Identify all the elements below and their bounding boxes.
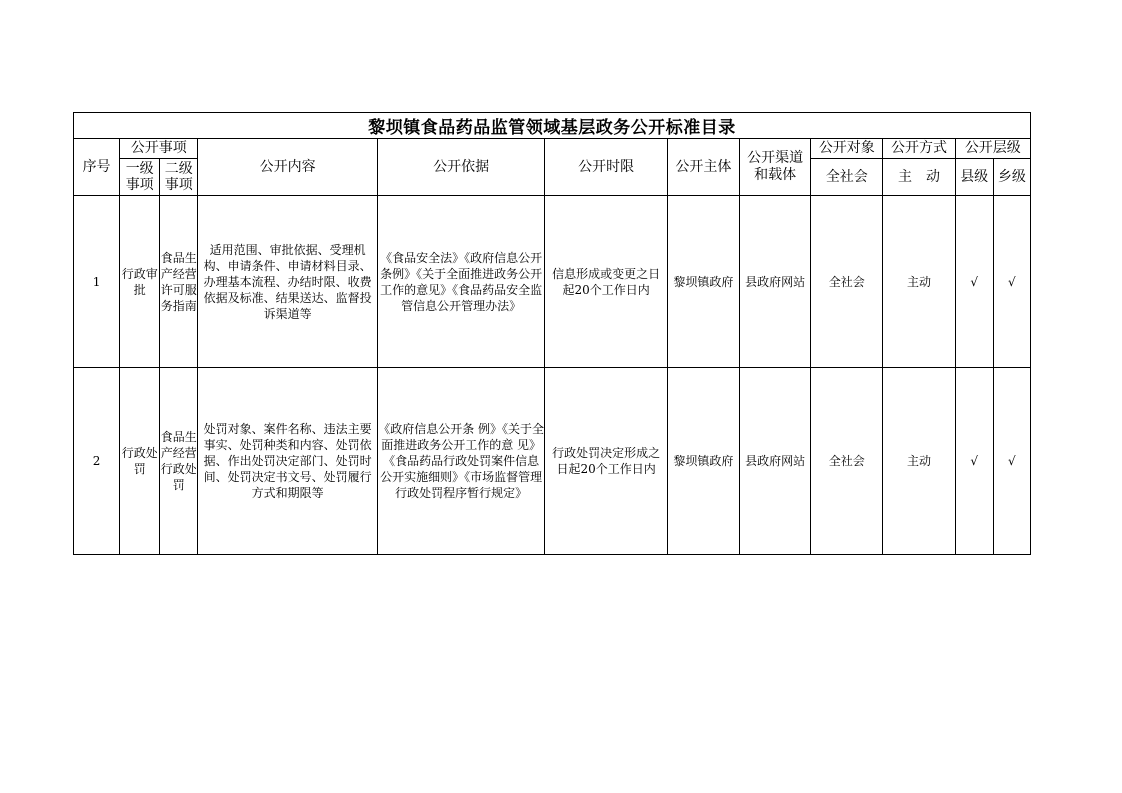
header-matter-group: 公开事项 <box>120 139 198 159</box>
row-channel: 县政府网站 <box>740 196 811 368</box>
header-basis: 公开依据 <box>377 139 545 196</box>
table-row <box>74 368 1031 555</box>
header-object-value: 全社会 <box>811 159 883 196</box>
table-row <box>74 196 1031 368</box>
header-time-limit: 公开时限 <box>545 139 667 196</box>
row-seq: 1 <box>74 196 120 368</box>
row-time-limit: 信息形成或变更之日起20个工作日内 <box>545 196 667 368</box>
row-subject: 黎坝镇政府 <box>667 196 739 368</box>
row-basis: 《政府信息公开条 例》《关于全面推进政务公开工作的意 见》《食品药品行政处罚案件信息公开实施细则》《市场监督管理行政处罚程序暂行规定》 <box>377 368 545 555</box>
row-basis: 《食品安全法》《政府信息公开条例》《关于全面推进政务公开工作的意见》《食品药品安全监管信息公开管理办法》 <box>377 196 545 368</box>
row-township-check: √ <box>993 368 1030 555</box>
row-object: 全社会 <box>811 368 883 555</box>
row-content: 处罚对象、案件名称、违法主要事实、处罚种类和内容、处罚依据、作出处罚决定部门、处罚时间、处罚决定书文号、处罚履行方式和期限等 <box>198 368 378 555</box>
row-county-check: √ <box>955 196 993 368</box>
header-subject: 公开主体 <box>667 139 739 196</box>
header-township: 乡级 <box>993 159 1030 196</box>
row-subject: 黎坝镇政府 <box>667 368 739 555</box>
row-county-check: √ <box>955 368 993 555</box>
row-channel: 县政府网站 <box>740 368 811 555</box>
table-title: 黎坝镇食品药品监管领域基层政务公开标准目录 <box>74 113 1031 139</box>
header-method-value: 主 动 <box>883 159 955 196</box>
row-seq: 2 <box>74 368 120 555</box>
row-object: 全社会 <box>811 196 883 368</box>
row-level1: 行政审批 <box>120 196 160 368</box>
catalog-table <box>73 112 1031 555</box>
row-level2: 食品生产经营许可服务指南 <box>160 196 198 368</box>
header-channel: 公开渠道和载体 <box>740 139 811 196</box>
row-method: 主动 <box>883 368 955 555</box>
row-time-limit: 行政处罚决定形成之日起20个工作日内 <box>545 368 667 555</box>
row-level1: 行政处罚 <box>120 368 160 555</box>
row-method: 主动 <box>883 196 955 368</box>
header-level1: 一级事项 <box>120 159 160 196</box>
header-layer-group: 公开层级 <box>955 139 1030 159</box>
row-township-check: √ <box>993 196 1030 368</box>
header-level2: 二级事项 <box>160 159 198 196</box>
header-content: 公开内容 <box>198 139 378 196</box>
header-object-group: 公开对象 <box>811 139 883 159</box>
header-seq: 序号 <box>74 139 120 196</box>
row-content: 适用范围、审批依据、受理机构、申请条件、申请材料目录、办理基本流程、办结时限、收费依据及标准、结果送达、监督投诉渠道等 <box>198 196 378 368</box>
row-level2: 食品生产经营行政处罚 <box>160 368 198 555</box>
header-county: 县级 <box>955 159 993 196</box>
header-method-group: 公开方式 <box>883 139 955 159</box>
